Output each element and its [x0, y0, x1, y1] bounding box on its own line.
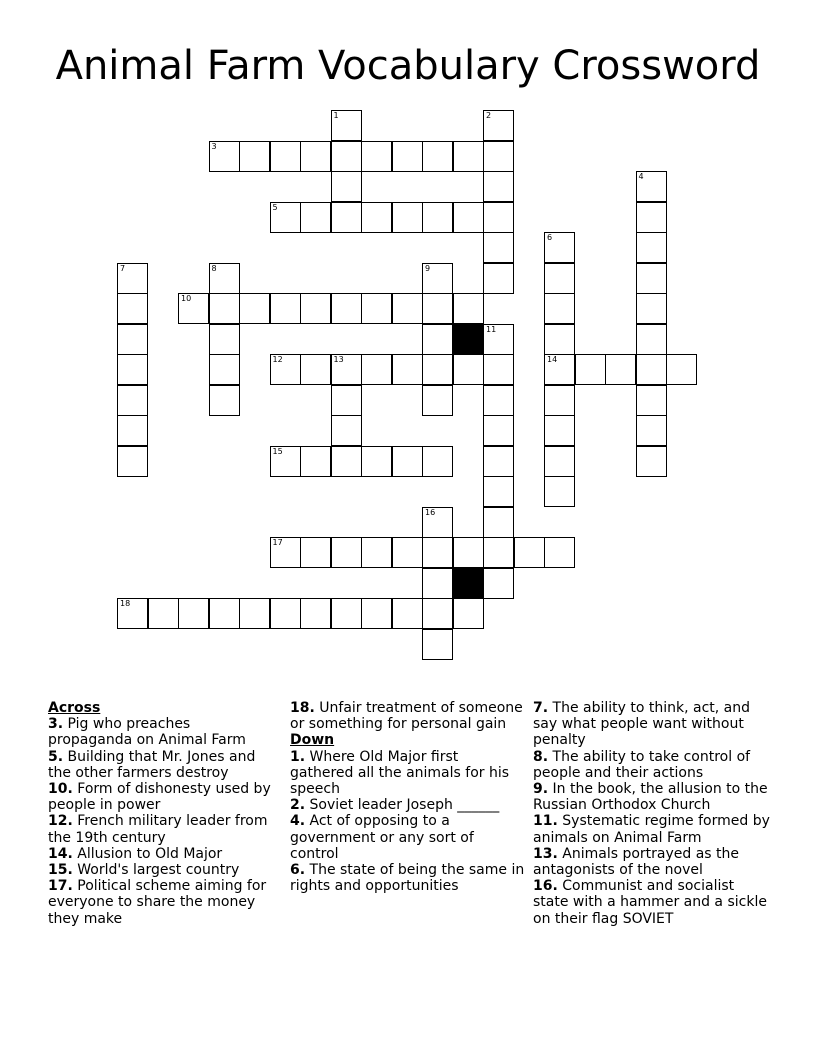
crossword-cell[interactable]: [331, 202, 362, 233]
clues-column-1: [48, 700, 278, 927]
cell-number: 4: [638, 172, 644, 181]
crossword-cell[interactable]: [483, 415, 514, 446]
clue-down-16: 16. Communist and socialist state with a hammer and a sickle on their flag SOVIET: [533, 878, 767, 927]
crossword-cell[interactable]: [117, 293, 148, 324]
crossword-cell[interactable]: [209, 354, 240, 385]
crossword-cell[interactable]: [331, 171, 362, 202]
crossword-cell[interactable]: [331, 385, 362, 416]
crossword-cell[interactable]: [331, 598, 362, 629]
crossword-cell[interactable]: [422, 324, 453, 355]
crossword-cell[interactable]: [331, 110, 362, 141]
crossword-cell[interactable]: [483, 202, 514, 233]
crossword-cell[interactable]: [483, 110, 514, 141]
crossword-cell[interactable]: [544, 415, 575, 446]
crossword-cell[interactable]: [544, 446, 575, 477]
crossword-cell[interactable]: [483, 354, 514, 385]
crossword-cell[interactable]: [117, 598, 148, 629]
clue-down-6: 6. The state of being the same in rights and opportunities: [290, 862, 525, 895]
crossword-cell[interactable]: [300, 293, 331, 324]
cell-number: 7: [120, 263, 126, 273]
crossword-block-cell: [453, 324, 484, 355]
crossword-cell[interactable]: [483, 263, 514, 294]
crossword-cell[interactable]: [239, 141, 270, 172]
crossword-cell[interactable]: [178, 293, 209, 324]
crossword-cell[interactable]: [422, 507, 453, 538]
crossword-cell[interactable]: [361, 446, 392, 477]
cell-number: 5: [272, 202, 278, 212]
crossword-cell[interactable]: [361, 141, 392, 172]
crossword-cell[interactable]: [270, 293, 301, 324]
crossword-cell[interactable]: [422, 446, 453, 477]
crossword-cell[interactable]: [270, 141, 301, 172]
crossword-cell[interactable]: [270, 446, 301, 477]
cell-number: 15: [272, 446, 283, 456]
crossword-cell[interactable]: [636, 263, 667, 294]
crossword-cell[interactable]: [544, 293, 575, 324]
crossword-cell[interactable]: [300, 202, 331, 233]
crossword-cell[interactable]: [453, 202, 484, 233]
crossword-cell[interactable]: [422, 293, 453, 324]
crossword-cell[interactable]: [239, 293, 270, 324]
crossword-cell[interactable]: [361, 598, 392, 629]
page-title: Animal Farm Vocabulary Crossword: [55, 43, 761, 89]
crossword-cell[interactable]: [544, 385, 575, 416]
crossword-cell[interactable]: [544, 476, 575, 507]
crossword-cell[interactable]: [209, 385, 240, 416]
crossword-cell[interactable]: [300, 141, 331, 172]
clue-across-10: 10. Form of dishonesty used by people in power: [48, 781, 271, 814]
crossword-cell[interactable]: [636, 293, 667, 324]
cell-number: 14: [547, 355, 558, 364]
crossword-cell[interactable]: [544, 354, 575, 385]
crossword-cell[interactable]: [453, 293, 484, 324]
crossword-cell[interactable]: [666, 354, 697, 385]
crossword-cell[interactable]: [453, 354, 484, 385]
crossword-cell[interactable]: [422, 141, 453, 172]
crossword-cell[interactable]: [331, 415, 362, 446]
crossword-cell[interactable]: [422, 568, 453, 599]
clue-down-2: 2. Soviet leader Joseph ______: [290, 797, 500, 814]
clues-column-2: [290, 700, 525, 894]
cell-number: 13: [333, 355, 344, 364]
crossword-cell[interactable]: [422, 354, 453, 385]
crossword-cell[interactable]: [331, 293, 362, 324]
crossword-cell[interactable]: [483, 476, 514, 507]
crossword-cell[interactable]: [300, 446, 331, 477]
crossword-cell[interactable]: [392, 354, 423, 385]
crossword-cell[interactable]: [361, 537, 392, 568]
crossword-cell[interactable]: [636, 354, 667, 385]
crossword-cell[interactable]: [392, 537, 423, 568]
crossword-cell[interactable]: [422, 263, 453, 294]
crossword-cell[interactable]: [331, 446, 362, 477]
crossword-cell[interactable]: [209, 293, 240, 324]
clue-across-14: 14. Allusion to Old Major: [48, 845, 223, 862]
crossword-cell[interactable]: [270, 354, 301, 385]
crossword-cell[interactable]: [148, 598, 179, 629]
crossword-cell[interactable]: [331, 141, 362, 172]
crossword-cell[interactable]: [117, 415, 148, 446]
crossword-cell[interactable]: [361, 354, 392, 385]
crossword-cell[interactable]: [483, 446, 514, 477]
crossword-cell[interactable]: [636, 202, 667, 233]
crossword-cell[interactable]: [270, 598, 301, 629]
cell-number: 17: [272, 538, 283, 547]
crossword-cell[interactable]: [361, 293, 392, 324]
crossword-cell[interactable]: [117, 446, 148, 477]
cell-number: 2: [486, 111, 492, 120]
crossword-cell[interactable]: [544, 232, 575, 263]
crossword-cell[interactable]: [453, 141, 484, 172]
cell-number: 10: [181, 294, 192, 303]
cell-number: 1: [333, 111, 339, 120]
cell-number: 3: [211, 141, 217, 151]
crossword-cell[interactable]: [483, 385, 514, 416]
clue-across-17: 17. Political scheme aiming for everyone to share the money they make: [48, 878, 267, 927]
cell-number: 11: [486, 324, 497, 334]
cell-number: 16: [425, 507, 436, 517]
crossword-cell[interactable]: [483, 324, 514, 355]
crossword-cell[interactable]: [544, 324, 575, 355]
crossword-cell[interactable]: [514, 537, 545, 568]
clue-down-13: 13. Animals portrayed as the antagonists of the novel: [533, 845, 740, 879]
crossword-cell[interactable]: [422, 202, 453, 233]
crossword-cell[interactable]: [636, 446, 667, 477]
across-heading: Across: [48, 700, 101, 716]
crossword-cell[interactable]: [636, 232, 667, 263]
crossword-cell[interactable]: [453, 598, 484, 629]
cell-number: 8: [211, 263, 217, 273]
crossword-cell[interactable]: [392, 598, 423, 629]
clue-down-4: 4. Act of opposing to a government or any sort of control: [290, 813, 474, 862]
clue-across-3: 3. Pig who preaches propaganda on Animal Farm: [48, 716, 246, 749]
crossword-cell[interactable]: [209, 598, 240, 629]
clues-column-3: [533, 700, 773, 927]
crossword-cell[interactable]: [636, 385, 667, 416]
crossword-cell[interactable]: [209, 141, 240, 172]
crossword-cell[interactable]: [422, 385, 453, 416]
crossword-cell[interactable]: [422, 598, 453, 629]
cell-number: 9: [425, 263, 431, 273]
clue-down-8: 8. The ability to take control of people and their actions: [533, 748, 751, 781]
crossword-cell[interactable]: [270, 537, 301, 568]
crossword-cell[interactable]: [544, 537, 575, 568]
crossword-block-cell: [453, 568, 484, 599]
crossword-cell[interactable]: [453, 537, 484, 568]
crossword-cell[interactable]: [209, 263, 240, 294]
crossword-cell[interactable]: [392, 293, 423, 324]
crossword-cell[interactable]: [392, 202, 423, 233]
clue-across-18: 18. Unfair treatment of someone or something for personal gain: [290, 700, 523, 733]
crossword-cell[interactable]: [605, 354, 636, 385]
crossword-cell[interactable]: [636, 171, 667, 202]
clue-down-9: 9. In the book, the allusion to the Russian Orthodox Church: [533, 781, 768, 814]
clue-down-11: 11. Systematic regime formed by animals on Animal Farm: [533, 813, 770, 846]
crossword-cell[interactable]: [300, 598, 331, 629]
crossword-cell[interactable]: [483, 507, 514, 538]
crossword-cell[interactable]: [361, 202, 392, 233]
clue-down-1: 1. Where Old Major first gathered all the animals for his speech: [290, 748, 510, 798]
crossword-cell[interactable]: [636, 415, 667, 446]
clue-across-12: 12. French military leader from the 19th century: [48, 813, 268, 846]
down-heading: Down: [290, 732, 335, 749]
crossword-cell[interactable]: [178, 598, 209, 629]
crossword-cell[interactable]: [331, 537, 362, 568]
cell-number: 6: [547, 233, 553, 242]
crossword-cell[interactable]: [544, 263, 575, 294]
crossword-cell[interactable]: [483, 568, 514, 599]
crossword-cell[interactable]: [422, 629, 453, 660]
crossword-cell[interactable]: [239, 598, 270, 629]
crossword-cell[interactable]: [483, 537, 514, 568]
cell-number: 12: [272, 355, 283, 364]
crossword-cell[interactable]: [483, 232, 514, 263]
crossword-cell[interactable]: [117, 385, 148, 416]
crossword-cell[interactable]: [117, 354, 148, 385]
crossword-cell[interactable]: [636, 324, 667, 355]
crossword-cell[interactable]: [483, 171, 514, 202]
crossword-cell[interactable]: [117, 324, 148, 355]
crossword-cell[interactable]: [422, 537, 453, 568]
crossword-cell[interactable]: [270, 202, 301, 233]
crossword-cell[interactable]: [117, 263, 148, 294]
crossword-cell[interactable]: [331, 354, 362, 385]
crossword-cell[interactable]: [209, 324, 240, 355]
crossword-cell[interactable]: [483, 141, 514, 172]
crossword-cell[interactable]: [300, 354, 331, 385]
clue-down-7: 7. The ability to think, act, and say what people want without penalty: [533, 700, 751, 749]
crossword-cell[interactable]: [392, 446, 423, 477]
crossword-cell[interactable]: [392, 141, 423, 172]
crossword-cell[interactable]: [300, 537, 331, 568]
cell-number: 18: [120, 599, 131, 608]
crossword-cell[interactable]: [575, 354, 606, 385]
clue-across-15: 15. World's largest country: [48, 862, 240, 879]
clue-across-5: 5. Building that Mr. Jones and the other farmers destroy: [48, 748, 256, 781]
